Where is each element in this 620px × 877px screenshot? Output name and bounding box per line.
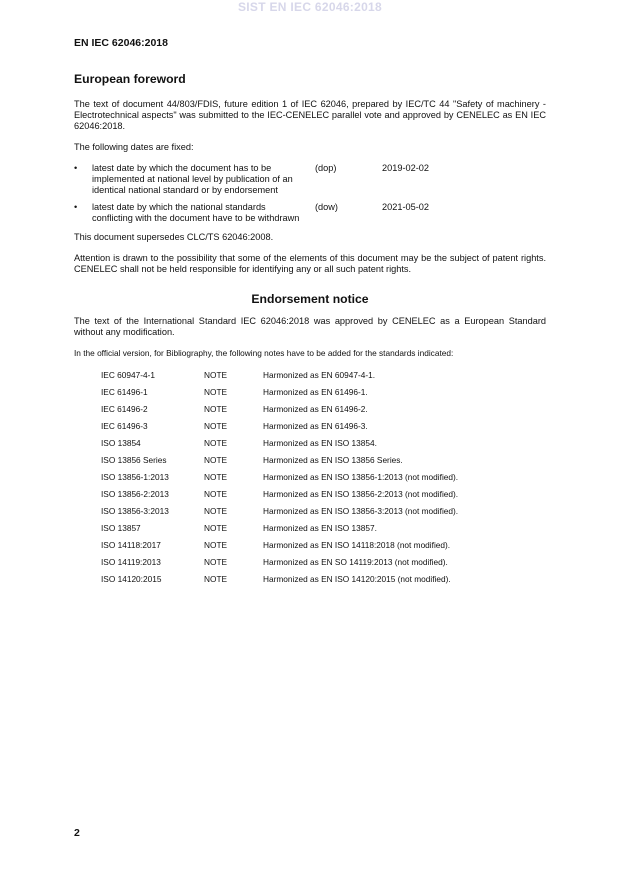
table-row [101,452,458,469]
date-item-dow [74,202,546,224]
official-version-note: In the official version, for Bibliography, the following notes have to be added for the standards indicated: [74,348,454,358]
note-label: NOTE [204,421,228,431]
note-label: NOTE [204,489,228,499]
note-label: NOTE [204,557,228,567]
foreword-title: European foreword [74,72,186,86]
harmonized-text: Harmonized as EN 61496-2. [263,404,368,414]
harmonized-text: Harmonized as EN ISO 13857. [263,523,377,533]
harmonized-text: Harmonized as EN ISO 13856-2:2013 (not modified). [263,489,459,499]
harmonized-text: Harmonized as EN SO 14119:2013 (not modified). [263,557,448,567]
standard-ref: ISO 13856-1:2013 [101,472,169,482]
table-row [101,367,458,384]
standard-ref: ISO 13856-3:2013 [101,506,169,516]
table-row [101,435,458,452]
note-label: NOTE [204,574,228,584]
harmonized-text: Harmonized as EN 60947-4-1. [263,370,376,380]
note-label: NOTE [204,472,228,482]
note-label: NOTE [204,404,228,414]
standard-ref: IEC 61496-3 [101,421,148,431]
table-row [101,486,458,503]
harmonized-text: Harmonized as EN ISO 13856-3:2013 (not modified). [263,506,459,516]
standard-ref: IEC 60947-4-1 [101,370,155,380]
harmonized-text: Harmonized as EN 61496-3. [263,421,368,431]
note-label: NOTE [204,387,228,397]
table-row [101,537,458,554]
supersedes-statement: This document supersedes CLC/TS 62046:2008. [74,232,274,242]
note-label: NOTE [204,455,228,465]
table-row [101,418,458,435]
date-description: latest date by which the document has to be implemented at national level by publication of an identical national standard or by endorsement [92,163,293,195]
date-value: 2021-05-02 [382,202,429,212]
date-code: (dow) [315,202,338,212]
standard-ref: IEC 61496-1 [101,387,148,397]
bullet-icon: • [74,202,78,212]
standard-ref: ISO 13856 Series [101,455,167,465]
standard-ref: ISO 14120:2015 [101,574,162,584]
standard-ref: ISO 14119:2013 [101,557,161,567]
dates-intro: The following dates are fixed: [74,142,194,152]
patent-attention: Attention is drawn to the possibility that some of the elements of this document may be the subject of patent rights. CENELEC shall not be held responsible for identifying any or all such patent rights. [74,253,546,274]
note-label: NOTE [204,540,228,550]
table-row [101,401,458,418]
note-label: NOTE [204,370,228,380]
harmonized-text: Harmonized as EN ISO 14118:2018 (not modified). [263,540,451,550]
date-code: (dop) [315,163,337,173]
endorsement-title: Endorsement notice [251,292,369,306]
table-row [101,384,458,401]
standard-ref: IEC 61496-2 [101,404,148,414]
bibliography-notes-table [101,367,458,588]
harmonized-text: Harmonized as EN 61496-1. [263,387,368,397]
harmonized-text: Harmonized as EN ISO 14120:2015 (not modified). [263,574,451,584]
foreword-intro: The text of document 44/803/FDIS, future edition 1 of IEC 62046, prepared by IEC/TC 44 "Safety of machinery - Electrotechnical aspects" was submitted to the IEC-CENELEC parallel vote and approved by CENELEC as EN IEC 62046:2018. [74,99,546,131]
note-label: NOTE [204,523,228,533]
table-row [101,520,458,537]
date-value: 2019-02-02 [382,163,429,173]
dates-list [74,163,546,224]
table-row [101,554,458,571]
page-content [74,72,546,588]
endorsement-text: The text of the International Standard IEC 62046:2018 was approved by CENELEC as a European Standard without any modification. [74,316,546,337]
standard-ref: ISO 14118:2017 [101,540,161,550]
note-label: NOTE [204,438,228,448]
bullet-icon: • [74,163,78,173]
watermark: SIST EN IEC 62046:2018 [237,0,382,14]
date-description: latest date by which the national standards conflicting with the document have to be withdrawn [92,202,300,223]
standard-ref: ISO 13856-2:2013 [101,489,169,499]
document-id: EN IEC 62046:2018 [74,37,168,49]
harmonized-text: Harmonized as EN ISO 13854. [263,438,377,448]
date-item-dop [74,163,546,196]
table-row [101,469,458,486]
table-row [101,571,458,588]
standard-ref: ISO 13854 [101,438,141,448]
table-row [101,503,458,520]
page-number: 2 [74,827,80,839]
standard-ref: ISO 13857 [101,523,141,533]
harmonized-text: Harmonized as EN ISO 13856-1:2013 (not modified). [263,472,459,482]
harmonized-text: Harmonized as EN ISO 13856 Series. [263,455,403,465]
note-label: NOTE [204,506,228,516]
